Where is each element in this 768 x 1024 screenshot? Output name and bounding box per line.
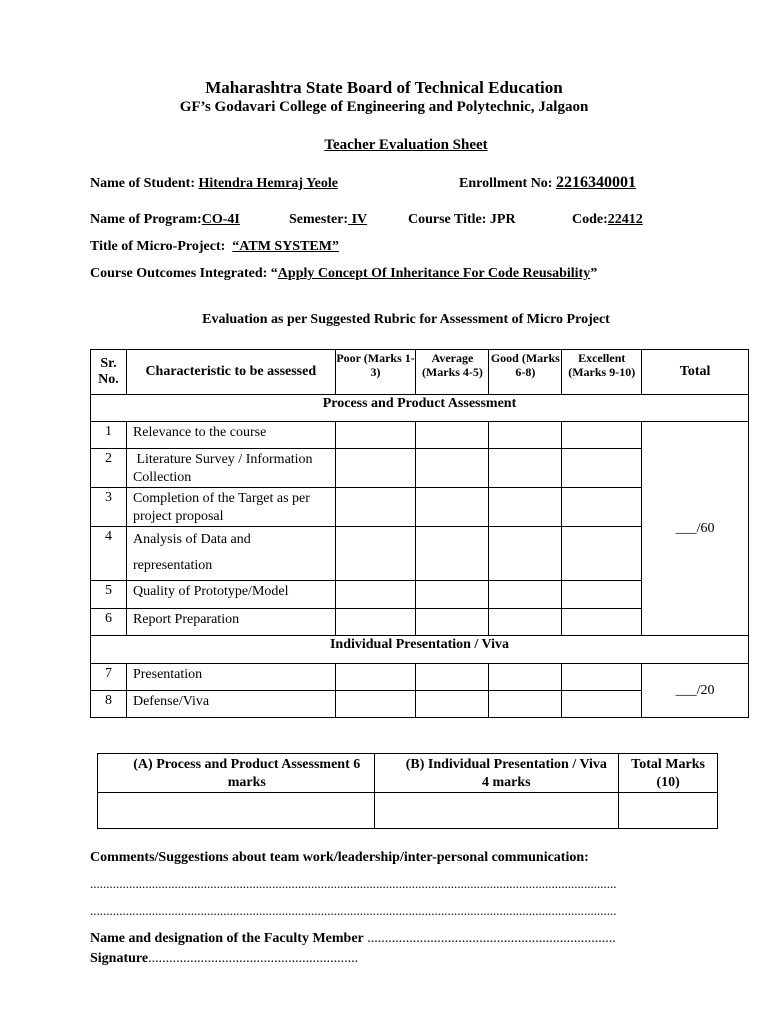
enrollment-label: Enrollment No: xyxy=(459,176,553,191)
semester-label: Semester: xyxy=(289,212,349,227)
mark-cell[interactable] xyxy=(562,488,642,527)
code-label: Code: xyxy=(572,212,608,227)
comments-line-1[interactable]: .................................................................................................................................................................. xyxy=(90,876,617,891)
comments-line-2[interactable]: .................................................................................................................................................................. xyxy=(90,903,617,918)
mark-cell[interactable] xyxy=(489,488,562,527)
rubric-title: Evaluation as per Suggested Rubric for Assessment of Micro Project xyxy=(202,312,610,327)
course-title: Course Title: JPR xyxy=(408,212,516,227)
semester-value: IV xyxy=(348,212,368,227)
mark-cell[interactable] xyxy=(489,422,562,449)
mark-cell[interactable] xyxy=(416,581,489,609)
header-excellent: Excellent (Marks 9-10) xyxy=(562,350,642,395)
table-row xyxy=(91,422,749,449)
student-name-value: Hitendra Hemraj Yeole xyxy=(198,176,338,191)
mark-cell[interactable] xyxy=(562,449,642,488)
mark-cell[interactable] xyxy=(489,527,562,581)
header-total: Total xyxy=(642,350,749,395)
mark-cell[interactable] xyxy=(335,581,416,609)
student-name-line xyxy=(90,176,338,192)
header-poor: Poor (Marks 1- 3) xyxy=(335,350,416,395)
header-average: Average (Marks 4-5) xyxy=(416,350,489,395)
section-presentation-viva: Individual Presentation / Viva xyxy=(91,636,749,664)
row-characteristic: Report Preparation xyxy=(126,609,335,636)
mark-cell[interactable] xyxy=(416,691,489,718)
summary-table xyxy=(97,753,718,829)
mark-cell[interactable] xyxy=(562,691,642,718)
mark-cell[interactable] xyxy=(335,527,416,581)
header-sr: Sr. No. xyxy=(91,350,127,395)
mark-cell[interactable] xyxy=(416,449,489,488)
row-characteristic: Relevance to the course xyxy=(126,422,335,449)
summary-value-row xyxy=(98,793,718,829)
mark-cell[interactable] xyxy=(335,488,416,527)
mark-cell[interactable] xyxy=(489,581,562,609)
mark-cell[interactable] xyxy=(416,422,489,449)
mark-cell[interactable] xyxy=(562,422,642,449)
mark-cell[interactable] xyxy=(489,664,562,691)
course-outcomes-line xyxy=(90,266,597,282)
program-value: CO-4I xyxy=(201,212,240,227)
summary-cell-total[interactable] xyxy=(619,793,718,829)
enrollment-line xyxy=(459,174,636,192)
summary-header-row xyxy=(98,754,718,793)
row-sr: 4 xyxy=(91,527,127,581)
mark-cell[interactable] xyxy=(335,449,416,488)
mark-cell[interactable] xyxy=(335,609,416,636)
row-sr: 3 xyxy=(91,488,127,527)
faculty-label: Name and designation of the Faculty Member xyxy=(90,931,364,946)
mark-cell[interactable] xyxy=(489,691,562,718)
section-process-product: Process and Product Assessment xyxy=(91,395,749,422)
section-row xyxy=(91,636,749,664)
signature-line xyxy=(90,951,358,967)
mark-cell[interactable] xyxy=(562,581,642,609)
course-outcomes-close: ” xyxy=(590,266,598,281)
board-name: Maharashtra State Board of Technical Education xyxy=(205,78,563,97)
summary-col-b: (B) Individual Presentation / Viva 4 marks xyxy=(374,754,619,793)
section-row xyxy=(91,395,749,422)
row-sr: 1 xyxy=(91,422,127,449)
signature-dots[interactable]: ............................................................ xyxy=(148,951,359,966)
code-line xyxy=(572,212,643,228)
program-line xyxy=(90,212,240,228)
summary-col-a: (A) Process and Product Assessment 6 marks xyxy=(98,754,375,793)
mark-cell[interactable] xyxy=(335,691,416,718)
row-characteristic: Defense/Viva xyxy=(126,691,335,718)
micro-project-label: Title of Micro-Project: xyxy=(90,239,226,254)
row-characteristic: Quality of Prototype/Model xyxy=(126,581,335,609)
row-sr: 7 xyxy=(91,664,127,691)
micro-project-value: “ATM SYSTEM” xyxy=(232,239,339,254)
signature-label: Signature xyxy=(90,951,149,966)
course-outcomes-value: Apply Concept Of Inheritance For Code Reusability xyxy=(277,266,591,281)
sheet-title: Teacher Evaluation Sheet xyxy=(324,137,488,153)
header-characteristic: Characteristic to be assessed xyxy=(126,350,335,395)
row-characteristic: Completion of the Target as per project proposal xyxy=(126,488,335,527)
summary-col-total: Total Marks (10) xyxy=(619,754,718,793)
row-characteristic: Presentation xyxy=(126,664,335,691)
mark-cell[interactable] xyxy=(416,527,489,581)
rubric-table xyxy=(90,349,749,718)
row-sr: 5 xyxy=(91,581,127,609)
college-name: GF’s Godavari College of Engineering and Polytechnic, Jalgaon xyxy=(179,99,589,115)
course-outcomes-label: Course Outcomes Integrated: “ xyxy=(90,266,278,281)
mark-cell[interactable] xyxy=(416,664,489,691)
comments-label: Comments/Suggestions about team work/leadership/inter-personal communication: xyxy=(90,850,589,865)
row-characteristic: Literature Survey / Information Collection xyxy=(126,449,335,488)
student-name-label: Name of Student: xyxy=(90,176,195,191)
code-value: 22412 xyxy=(607,212,643,227)
mark-cell[interactable] xyxy=(562,664,642,691)
enrollment-value: 2216340001 xyxy=(555,174,636,191)
mark-cell[interactable] xyxy=(335,422,416,449)
summary-cell-b[interactable] xyxy=(374,793,619,829)
semester-line xyxy=(289,212,367,228)
row-characteristic: Analysis of Data and representation xyxy=(126,527,335,581)
mark-cell[interactable] xyxy=(562,527,642,581)
mark-cell[interactable] xyxy=(416,609,489,636)
row-sr: 6 xyxy=(91,609,127,636)
total-presentation-viva: ___/20 xyxy=(642,664,749,718)
row-sr: 8 xyxy=(91,691,127,718)
program-label: Name of Program: xyxy=(90,212,202,227)
rubric-header-row xyxy=(91,350,749,395)
mark-cell[interactable] xyxy=(489,609,562,636)
row-sr: 2 xyxy=(91,449,127,488)
faculty-dots[interactable]: ....................................................................... xyxy=(363,931,616,946)
total-process-product: ___/60 xyxy=(642,422,749,636)
faculty-line xyxy=(90,931,616,947)
table-row xyxy=(91,664,749,691)
header-good: Good (Marks 6-8) xyxy=(489,350,562,395)
mark-cell[interactable] xyxy=(416,488,489,527)
mark-cell[interactable] xyxy=(562,609,642,636)
micro-project-line xyxy=(90,239,339,255)
mark-cell[interactable] xyxy=(489,449,562,488)
summary-cell-a[interactable] xyxy=(98,793,375,829)
mark-cell[interactable] xyxy=(335,664,416,691)
